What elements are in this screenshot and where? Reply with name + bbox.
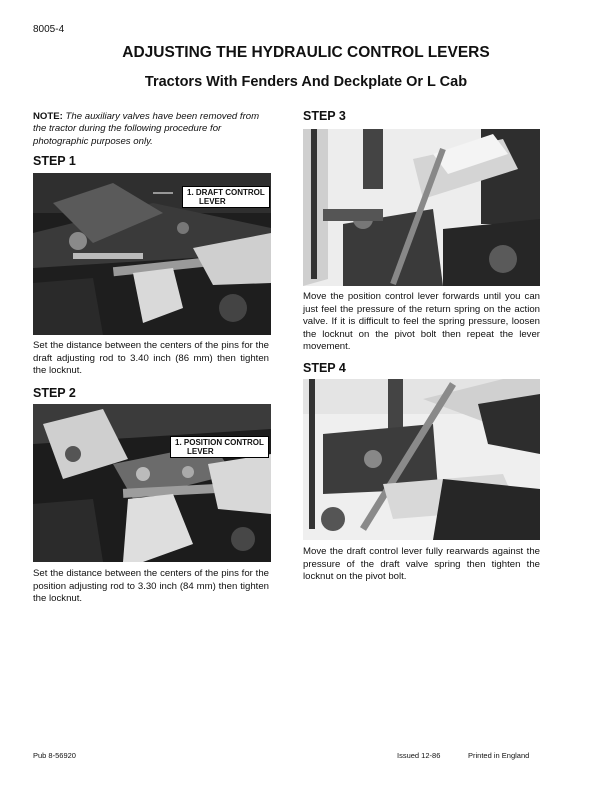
- step-1-callout: [182, 186, 270, 208]
- step-1-callout-line2: LEVER: [199, 197, 226, 206]
- footer-pub: Pub 8-56920: [33, 751, 76, 760]
- step-2-callout: [170, 436, 269, 458]
- lever-rearward-photo-icon: [303, 379, 540, 540]
- step-1-heading: STEP 1: [33, 154, 76, 168]
- step-2-photo: [33, 404, 271, 562]
- step-2-heading: STEP 2: [33, 386, 76, 400]
- step-1-callout-line1: 1. DRAFT CONTROL: [187, 188, 265, 197]
- step-4-photo: [303, 379, 540, 540]
- page-title: ADJUSTING THE HYDRAULIC CONTROL LEVERS: [122, 44, 490, 61]
- step-3-heading: STEP 3: [303, 109, 346, 123]
- step-3-photo: [303, 129, 540, 286]
- footer-printed: Printed in England: [468, 751, 530, 760]
- page-number: 8005-4: [33, 24, 65, 35]
- lever-forward-photo-icon: [303, 129, 540, 286]
- footer-issued: Issued 12-86: [397, 751, 441, 760]
- step-4-text: Move the draft control lever fully rearwards against the pressure of the draft valve spring then tighten the locknut on the pivot bolt.: [303, 546, 540, 583]
- note-label: NOTE:: [33, 111, 63, 122]
- position-control-lever-photo-icon: [33, 404, 271, 562]
- step-2-callout-line2: LEVER: [187, 447, 214, 456]
- step-1-text: Set the distance between the centers of the pins for the draft adjusting rod to 3.40 inch (86 mm) then tighten the locknut.: [33, 340, 269, 377]
- step-2-text: Set the distance between the centers of the pins for the position adjusting rod to 3.30 inch (84 mm) then tighten the locknut.: [33, 568, 269, 605]
- step-3-text: Move the position control lever forwards until you can just feel the pressure of the return spring on the action valve. If it is difficult to feel the spring pressure, loosen the locknut on the pivot bolt then repeat the lever movement.: [303, 291, 540, 353]
- note: [33, 111, 269, 148]
- step-2-callout-line1: 1. POSITION CONTROL: [175, 438, 264, 447]
- page-subtitle: Tractors With Fenders And Deckplate Or L Cab: [144, 74, 468, 90]
- step-4-heading: STEP 4: [303, 361, 346, 375]
- note-text: The auxiliary valves have been removed from the tractor during the following procedure for photographic purposes only.: [33, 111, 260, 147]
